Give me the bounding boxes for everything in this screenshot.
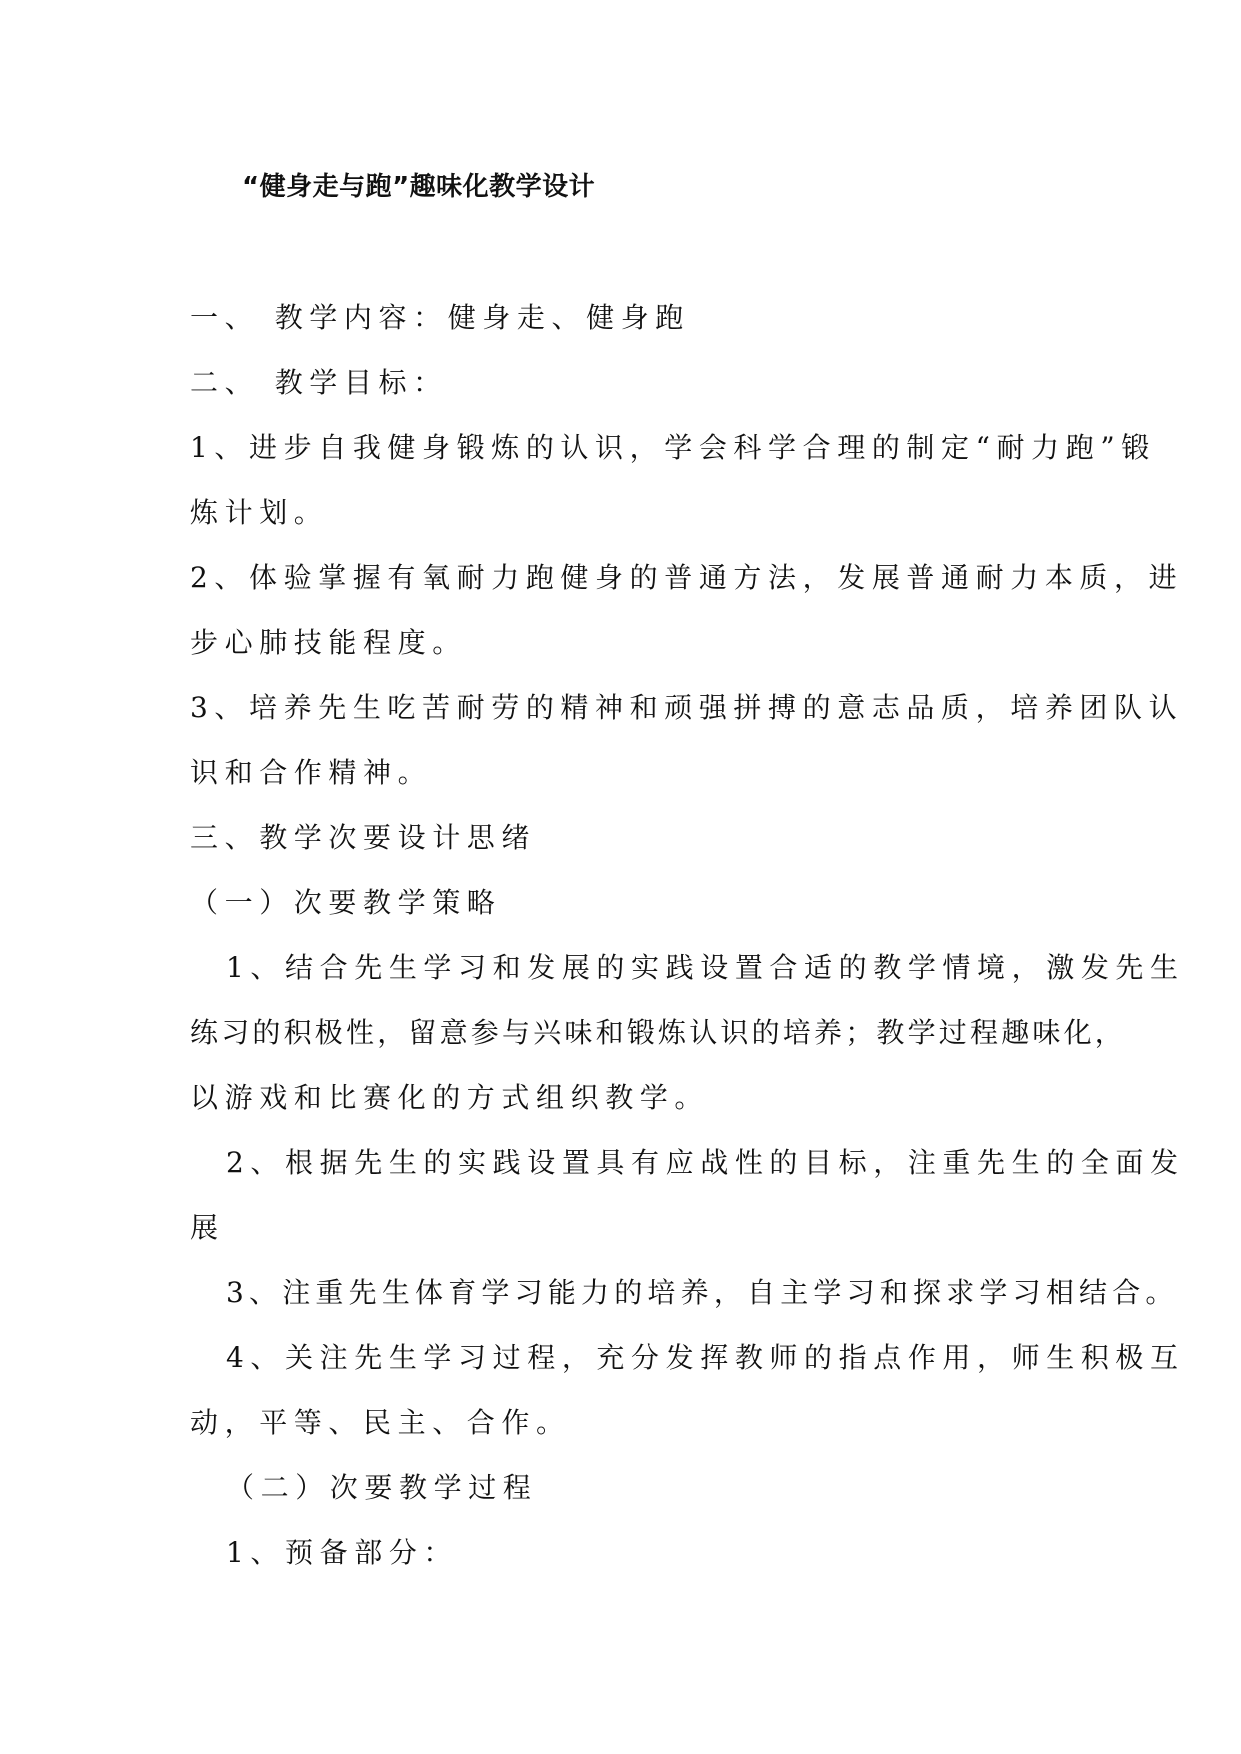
objective-1-line-1: 1、进步自我健身锻炼的认识，学会科学合理的制定“耐力跑”锻 (190, 431, 1156, 464)
subsection-heading-strategy: （一）次要教学策略 (190, 886, 502, 919)
strategy-1-line-1: 1、结合先生学习和发展的实践设置合适的教学情境，激发先生 (226, 951, 1185, 984)
section-heading-design: 三、教学次要设计思绪 (190, 821, 537, 854)
objective-2-line-2: 步心肺技能程度。 (190, 626, 467, 659)
strategy-1-line-3: 以游戏和比赛化的方式组织教学。 (190, 1081, 710, 1114)
section-heading-objectives: 二、 教学目标： (190, 366, 448, 399)
strategy-4-line-2: 动，平等、民主、合作。 (190, 1406, 571, 1439)
process-step-1: 1、预备部分： (226, 1536, 459, 1569)
section-heading-content: 一、 教学内容：健身走、健身跑 (190, 301, 690, 334)
strategy-3-line: 3、注重先生体育学习能力的培养，自主学习和探求学习相结合。 (226, 1276, 1179, 1309)
strategy-4-line-1: 4、关注先生学习过程，充分发挥教师的指点作用，师生积极互 (226, 1341, 1185, 1374)
subsection-heading-process: （二）次要教学过程 (226, 1471, 538, 1504)
objective-1-line-2: 炼计划。 (190, 496, 329, 529)
strategy-2-line-1: 2、根据先生的实践设置具有应战性的目标，注重先生的全面发 (226, 1146, 1185, 1179)
objective-3-line-1: 3、培养先生吃苦耐劳的精神和顽强拼搏的意志品质，培养团队认 (190, 691, 1184, 724)
objective-2-line-1: 2、体验掌握有氧耐力跑健身的普通方法，发展普通耐力本质，进 (190, 561, 1184, 594)
objective-3-line-2: 识和合作精神。 (190, 756, 433, 789)
strategy-1-line-2: 练习的积极性，留意参与兴味和锻炼认识的培养；教学过程趣味化， (190, 1016, 1127, 1049)
strategy-2-line-2: 展 (190, 1211, 225, 1244)
document-title: “健身走与跑”趣味化教学设计 (242, 172, 596, 202)
